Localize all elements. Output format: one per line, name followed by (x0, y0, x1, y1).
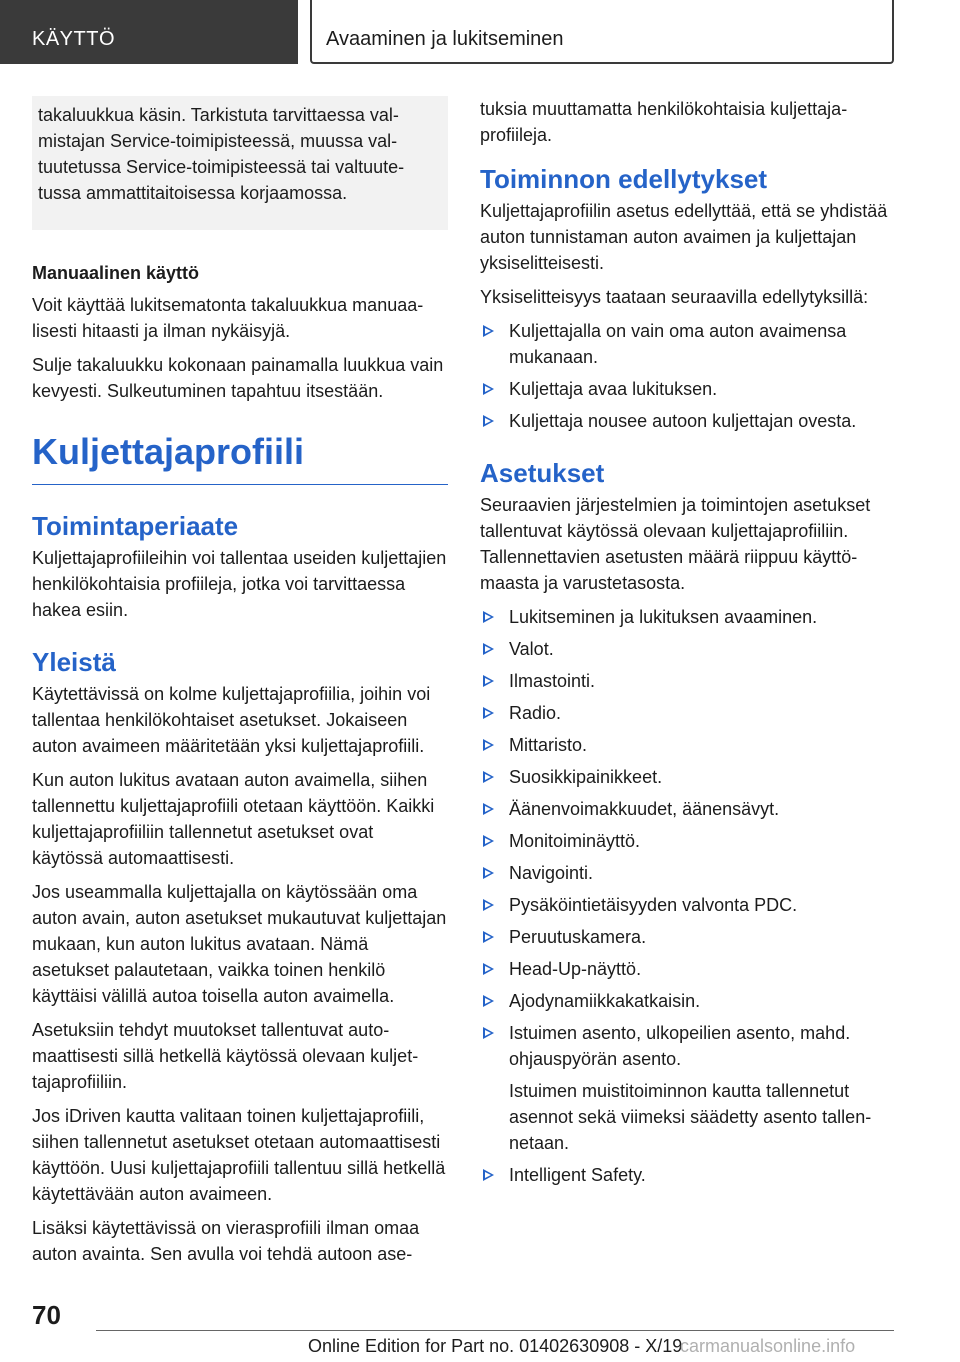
footer-edition: Online Edition for Part no. 01402630908 - X/19 (308, 1336, 683, 1356)
paragraph: Yksiselitteisyys taataan seuraavilla edellytyksillä: (480, 287, 869, 307)
triangle-bullet-icon (483, 707, 494, 719)
triangle-bullet-icon (483, 835, 494, 847)
triangle-bullet-icon (483, 771, 494, 783)
list-item: Lukitseminen ja lukituksen avaaminen. (480, 604, 896, 630)
list-item: Kuljettajalla on vain oma auton avaimensa mukanaan. (480, 318, 896, 370)
list-item: Radio. (480, 700, 896, 726)
list-item: Pysäköintietäisyyden valvonta PDC. (480, 892, 896, 918)
settings-heading: Asetukset (480, 458, 605, 488)
list-item: Äänenvoimakkuudet, äänensävyt. (480, 796, 896, 822)
list-item: Peruutuskamera. (480, 924, 896, 950)
list-item: Ajodynamiikkakatkaisin. (480, 988, 896, 1014)
paragraph: Voit käyttää lukitsematonta takaluukkua manuaalisesti hitaasti ja ilman nykäisyjä. (32, 295, 424, 341)
note-line: mistajan Service-toimipisteessä, muussa val- (38, 131, 398, 151)
settings-list (480, 604, 896, 1188)
note-line: takaluukkua käsin. Tarkistuta tarvittaessa val- (38, 105, 399, 125)
header-section-tab (0, 0, 298, 64)
triangle-bullet-icon (483, 963, 494, 975)
paragraph: Kuljettajaprofiilin asetus edellyttää, että se yhdistää auton tunnistaman auton avaimen ja kuljettajan yksiselitteisesti. (480, 201, 888, 273)
section-title: Kuljettajaprofiili (32, 430, 448, 485)
triangle-bullet-icon (483, 931, 494, 943)
manual-heading: Manuaalinen käyttö (32, 263, 200, 283)
footer-divider (96, 1330, 894, 1331)
list-item: Kuljettaja avaa lukituksen. (480, 376, 896, 402)
list-item: Mittaristo. (480, 732, 896, 758)
note-line: tuutetussa Service-toimipisteessä tai valtuute- (38, 157, 405, 177)
triangle-bullet-icon (483, 739, 494, 751)
page-number: 70 (32, 1300, 61, 1330)
requirements-heading: Toiminnon edellytykset (480, 164, 768, 194)
triangle-bullet-icon (483, 803, 494, 815)
paragraph: Lisäksi käytettävissä on vierasprofiili ilman omaa auton avainta. Sen avulla voi tehdä autoon ase- (32, 1218, 420, 1264)
list-item: Istuimen asento, ulkopeilien asento, mahd. ohjauspyörän asento. Istuimen muistitoiminnon kautta tallennetut asennot sekä viimeksi säädetty asento tallennetaan. (480, 1020, 896, 1156)
list-item: Navigointi. (480, 860, 896, 886)
paragraph: Käytettävissä on kolme kuljettajaprofiilia, joihin voi tallentaa henkilökohtaiset asetukset. Jokaiseen auton avaimeen määritetään yksi kuljettajaprofiili. (32, 684, 431, 756)
paragraph: Seuraavien järjestelmien ja toimintojen asetukset tallentuvat käytössä olevaan kuljettajaprofiiliin. Tallennettavien asetusten määrä riippuu käyttömaasta ja varustetasosta. (480, 495, 871, 593)
triangle-bullet-icon (483, 611, 494, 623)
list-item: Head-Up-näyttö. (480, 956, 896, 982)
triangle-bullet-icon (483, 867, 494, 879)
triangle-bullet-icon (483, 325, 494, 337)
triangle-bullet-icon (483, 1027, 494, 1039)
header-chapter-tab (310, 0, 894, 64)
paragraph: Asetuksiin tehdyt muutokset tallentuvat automaattisesti sillä hetkellä käytössä olevaan kuljettajaprofiiliin. (32, 1020, 419, 1092)
paragraph: Jos iDriven kautta valitaan toinen kuljettajaprofiili, siihen tallennetut asetukset otetaan automaattisesti käyttöön. Uusi kuljettajaprofiili tallentuu sillä hetkellä käytettävään auton avaimeen. (32, 1106, 446, 1204)
list-item: Valot. (480, 636, 896, 662)
header-section-label: KÄYTTÖ (32, 28, 116, 50)
list-item: Kuljettaja nousee autoon kuljettajan ovesta. (480, 408, 896, 434)
triangle-bullet-icon (483, 675, 494, 687)
note-line: tussa ammattitaitoisessa korjaamossa. (38, 183, 348, 203)
requirements-list (480, 318, 896, 434)
triangle-bullet-icon (483, 643, 494, 655)
seat-memory-note: Istuimen muistitoiminnon kautta tallennetut asennot sekä viimeksi säädetty asento tallennetaan. (509, 1081, 872, 1153)
paragraph: Sulje takaluukku kokonaan painamalla luukkua vain kevyesti. Sulkeutuminen tapahtuu itsestään. (32, 355, 444, 401)
triangle-bullet-icon (483, 383, 494, 395)
left-column (32, 96, 448, 1275)
triangle-bullet-icon (483, 995, 494, 1007)
header-chapter-label: Avaaminen ja lukitseminen (326, 28, 564, 50)
paragraph: tuksia muuttamatta henkilökohtaisia kuljettajaprofiileja. (480, 99, 848, 145)
paragraph: Kuljettajaprofiileihin voi tallentaa useiden kuljettajien henkilökohtaisia profiileja, jotka voi tarvittaessa hakea esiin. (32, 548, 447, 620)
footer-watermark: carmanualsonline.info (680, 1336, 856, 1356)
principle-heading: Toimintaperiaate (32, 511, 239, 541)
list-item: Intelligent Safety. (480, 1162, 896, 1188)
list-item: Suosikkipainikkeet. (480, 764, 896, 790)
paragraph: Kun auton lukitus avataan auton avaimella, siihen tallennettu kuljettajaprofiili otetaan käyttöön. Kaikki kuljettajaprofiiliin tallennetut asetukset ovat käytössä automaattisesti. (32, 770, 435, 868)
general-heading: Yleistä (32, 647, 116, 677)
note-box (32, 96, 448, 230)
list-item: Ilmastointi. (480, 668, 896, 694)
right-column (480, 96, 896, 1194)
paragraph: Jos useammalla kuljettajalla on käytössään oma auton avain, auton asetukset mukautuvat kuljettajan mukaan, kun auton lukitus avataan. Nämä asetukset palautetaan, vaikka toinen henkilö käyttäisi välillä autoa toisella auton avaimella. (32, 882, 447, 1006)
triangle-bullet-icon (483, 899, 494, 911)
triangle-bullet-icon (483, 1169, 494, 1181)
triangle-bullet-icon (483, 415, 494, 427)
list-item: Monitoiminäyttö. (480, 828, 896, 854)
